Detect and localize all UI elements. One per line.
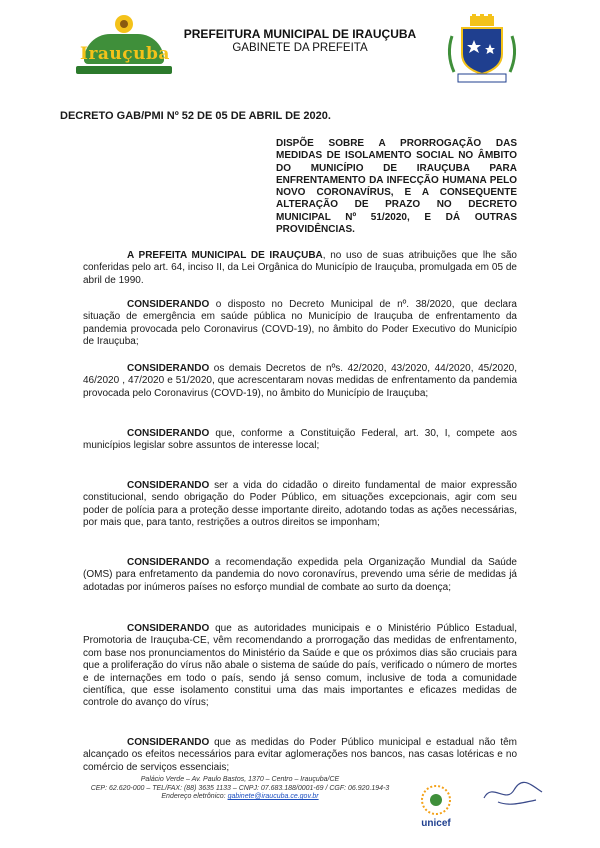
paragraph-lead: CONSIDERANDO [127,428,210,439]
paragraph-lead: CONSIDERANDO [127,299,210,310]
signature-mark-icon [478,774,548,814]
sunflower-icon [112,14,136,34]
paragraph-text: que as medidas do Poder Público municipal e estadual não têm alcançado os efeitos necessários para evitar aglomerações nos bancos, nas casas lotéricas e no comércio de serviços essenciais; [83,737,517,773]
considerando-paragraph [83,737,517,774]
letterhead-footer [80,776,400,802]
municipal-crest-icon [444,14,520,84]
decree-summary: DISPÕE SOBRE A PRORROGAÇÃO DAS MEDIDAS DE ISOLAMENTO SOCIAL NO ÂMBITO DO MUNICÍPIO DE IRAUÇUBA PARA ENFRENTAMENTO DA INFECÇÃO HUMANA PELO NOVO CORONAVÍRUS, E A CONSEQUENTE ALTERAÇÃO DE PRAZO NO DECRETO MUNICIPAL Nº 51/2020, E DÁ OUTRAS PROVIDÊNCIAS. [276,138,517,236]
unicef-seal-icon [410,782,462,832]
considerando-paragraph [83,480,517,530]
paragraph-text: , no uso de suas atribuições que lhe são conferidas pelo art. 64, inciso II, da Lei Orgânica do Município de Irauçuba, promulgada em 05 de abril de 1990. [83,250,517,286]
decree-title: DECRETO GAB/PMI Nº 52 DE 05 DE ABRIL DE 2020. [60,110,331,122]
considerando-paragraph [83,299,517,349]
paragraph-lead: CONSIDERANDO [127,480,210,491]
footer-email-label: Endereço eletrônico: [161,793,226,801]
letterhead-title [180,27,420,55]
paragraph-text: que as autoridades municipais e o Ministério Público Estadual, Promotoria de Irauçuba-CE, vêm recomendando a prorrogação das medidas de enfrentamento, com base nos pronunciamentos do Ministério da Saúde e que os próximos dias são cruciais para que a proliferação do vírus não abale o sistema de saúde do país, verificado o número de mortes e de internações em todo o país, sendo já senso comum, inclusive de toda a comunidade científica, que esse isolamento constitui uma das mais importantes e eficazes medidas de controle do avanço do vírus; [83,623,517,709]
considerando-paragraph [83,623,517,710]
paragraph-lead: CONSIDERANDO [127,363,210,374]
paragraph-text: que, conforme a Constituição Federal, art. 30, I, compete aos municípios legislar sobre assuntos de interesse local; [83,428,517,452]
paragraph-text: a recomendação expedida pela Organização Mundial da Saúde (OMS) para enfretamento da pandemia do novo coronavírus, prevendo uma série de medidas já adotadas por inúmeros países no esforço mundial de combate ao surto da doença; [83,557,517,593]
logo-tagline-bar [76,66,172,74]
footer-email-line [80,793,400,802]
paragraph-lead: A PREFEITA MUNICIPAL DE IRAUÇUBA [127,250,323,261]
footer-contacts: CEP: 62.620-000 – TEL/FAX: (88) 3635 1133 – CNPJ: 07.683.188/0001-69 / CGF: 06.920.194-3 [90,784,390,792]
footer-email-link[interactable]: gabinete@iraucuba.ce.gov.br [227,793,319,801]
preamble-paragraph [83,250,517,287]
prefeitura-title: PREFEITURA MUNICIPAL DE IRAUÇUBA [183,27,417,41]
municipality-logo [76,14,172,76]
gabinete-subtitle: GABINETE DA PREFEITA [232,42,368,54]
paragraph-lead: CONSIDERANDO [127,737,210,748]
considerando-paragraph [83,428,517,453]
paragraph-lead: CONSIDERANDO [127,557,210,568]
considerando-paragraph [83,363,517,400]
footer-address: Palácio Verde – Av. Paulo Bastos, 1370 – Centro – Irauçuba/CE [140,776,340,783]
logo-wordmark: Irauçuba [80,44,170,64]
paragraph-text: os demais Decretos de nºs. 42/2020, 43/2020, 44/2020, 45/2020, 46/2020 , 47/2020 e 51/2020, que acrescentaram novas medidas de enfrentamento da pandemia provocada pelo Coronavirus (COVD-19), no âmbito do Município de Irauçuba; [83,363,517,399]
paragraph-text: ser a vida do cidadão o direito fundamental de maior expressão constitucional, sendo obrigação do Poder Público, em situações excepcionais, agir com seu poder de polícia para a proteção desse importante direito, adotando todas as ações necessárias, por mais que, para tanto, restrições a outros direitos se imponham; [83,480,517,529]
seal-label: unicef [421,818,451,829]
considerando-paragraph [83,557,517,594]
paragraph-text: o disposto no Decreto Municipal de nº. 38/2020, que declara situação de emergência em saúde pública no Município de Irauçuba de enfrentamento da pandemia provocada pelo Coronavirus (COVD-19), no âmbito do Poder Executivo do Município de Irauçuba; [83,299,517,348]
paragraph-lead: CONSIDERANDO [127,623,210,634]
